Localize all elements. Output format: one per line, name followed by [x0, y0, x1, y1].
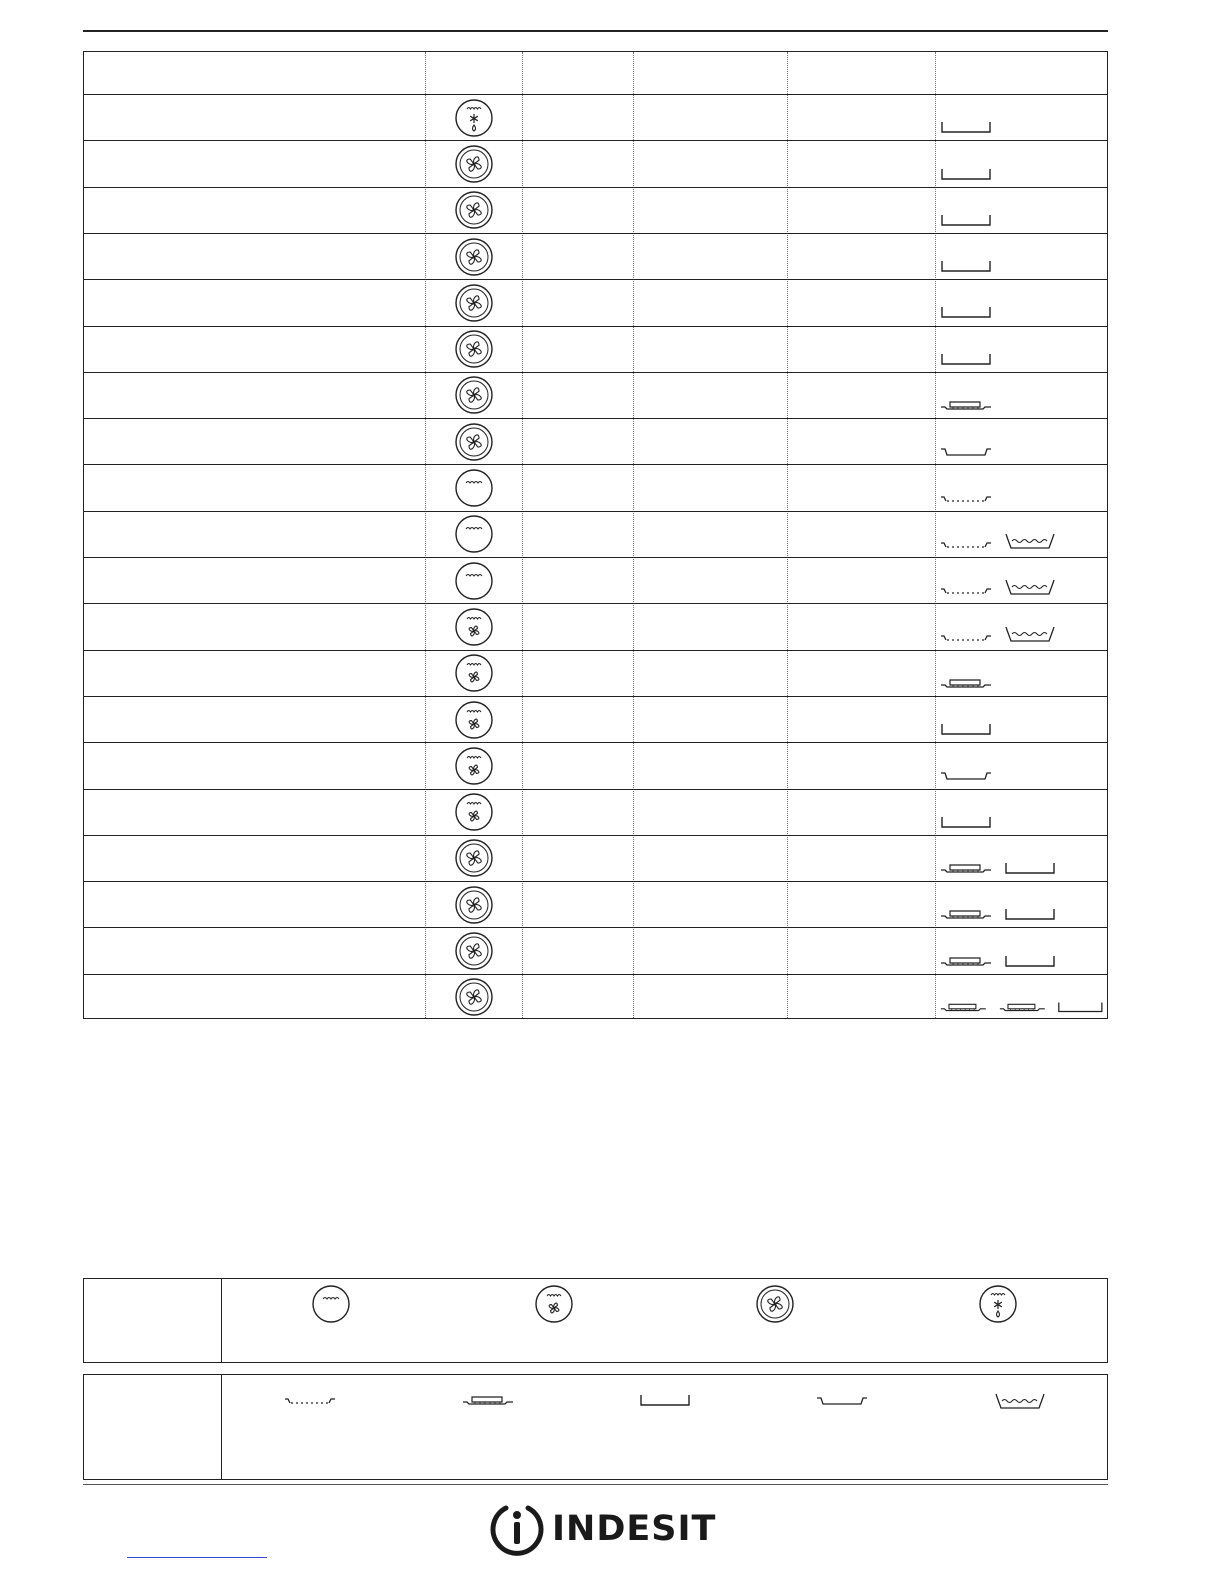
table-row — [84, 464, 1107, 510]
wire-shelf-icon — [940, 491, 992, 505]
defrost-icon — [979, 1285, 1017, 1323]
fan-icon — [455, 145, 493, 183]
mode-cell — [425, 188, 522, 233]
baking-tray-icon — [1057, 1000, 1104, 1014]
functions-legend — [83, 1278, 1108, 1363]
fan-icon — [455, 376, 493, 414]
tray-cell — [940, 234, 1104, 279]
convection-fan-icon — [455, 701, 493, 739]
accessory-legend-water-tray — [980, 1393, 1060, 1411]
table-row — [84, 326, 1107, 372]
baking-tray-icon — [1004, 861, 1056, 875]
baking-tray-icon — [940, 167, 992, 181]
fan-icon — [455, 284, 493, 322]
convection-fan-icon — [455, 654, 493, 692]
mode-cell — [425, 928, 522, 973]
mode-cell — [425, 743, 522, 788]
fan-icon — [455, 423, 493, 461]
table-row — [84, 835, 1107, 881]
table-row — [84, 372, 1107, 418]
tray-cell — [940, 141, 1104, 186]
table-row — [84, 603, 1107, 649]
fan-icon — [455, 978, 493, 1016]
wire-shelf-icon — [940, 630, 992, 644]
function-legend-conventional — [291, 1285, 371, 1323]
cake-tin-rack-icon — [940, 1000, 987, 1014]
cake-tin-rack-icon — [940, 676, 992, 690]
header-recipe — [90, 52, 419, 94]
table-row — [84, 94, 1107, 140]
mode-cell — [425, 141, 522, 186]
cake-tin-rack-icon — [940, 398, 992, 412]
mode-cell — [425, 558, 522, 603]
tray-cell — [940, 882, 1104, 927]
table-row — [84, 881, 1107, 927]
tray-cell — [940, 327, 1104, 372]
accessories-legend-label — [84, 1375, 222, 1479]
recipe-table — [83, 51, 1108, 1019]
top-rule — [83, 30, 1108, 32]
mode-cell — [425, 95, 522, 140]
fan-icon — [455, 932, 493, 970]
wire-shelf-icon — [284, 1393, 336, 1407]
fan-icon — [455, 886, 493, 924]
tray-cell — [940, 697, 1104, 742]
table-row — [84, 696, 1107, 742]
tray-cell — [940, 651, 1104, 696]
brand-name: INDESIT — [552, 1509, 717, 1549]
cake-tin-rack-icon — [940, 907, 992, 921]
cake-tin-rack-icon — [462, 1393, 514, 1407]
table-row — [84, 279, 1107, 325]
tray-cell — [940, 975, 1104, 1020]
tray-cell — [940, 419, 1104, 464]
conventional-icon — [455, 515, 493, 553]
mode-cell — [425, 512, 522, 557]
convection-fan-icon — [535, 1285, 573, 1323]
mode-cell — [425, 975, 522, 1020]
bottom-rule — [83, 1484, 1108, 1485]
header-preheat — [528, 52, 627, 94]
function-legend-fan — [735, 1285, 815, 1323]
convection-fan-icon — [455, 793, 493, 831]
tray-cell — [940, 836, 1104, 881]
table-row — [84, 742, 1107, 788]
tray-cell — [940, 558, 1104, 603]
mode-cell — [425, 419, 522, 464]
mode-cell — [425, 790, 522, 835]
cake-tin-rack-icon — [999, 1000, 1046, 1014]
wire-shelf-icon — [940, 583, 992, 597]
water-tray-icon — [1004, 533, 1056, 551]
header-tray — [941, 52, 1101, 94]
tray-cell — [940, 188, 1104, 233]
tray-cell — [940, 465, 1104, 510]
table-row — [84, 140, 1107, 186]
header-level — [639, 52, 781, 94]
baking-tray-icon — [1004, 907, 1056, 921]
tray-cell — [940, 928, 1104, 973]
baking-tray-icon — [940, 213, 992, 227]
mode-cell — [425, 836, 522, 881]
fan-icon — [756, 1285, 794, 1323]
mode-cell — [425, 604, 522, 649]
baking-tray-icon — [1004, 954, 1056, 968]
fan-icon — [455, 839, 493, 877]
mode-cell — [425, 882, 522, 927]
mode-cell — [425, 465, 522, 510]
accessories-legend — [83, 1374, 1108, 1480]
convection-fan-icon — [455, 608, 493, 646]
conventional-icon — [455, 469, 493, 507]
water-tray-icon — [1004, 626, 1056, 644]
header-temp — [793, 52, 929, 94]
water-tray-icon — [994, 1393, 1046, 1411]
baking-tray-icon — [940, 815, 992, 829]
baking-tray-icon — [940, 120, 992, 134]
baking-tray-icon — [940, 305, 992, 319]
mode-cell — [425, 697, 522, 742]
accessory-legend-drip-tray — [802, 1393, 882, 1407]
indesit-logo-icon — [488, 1500, 546, 1558]
table-row — [84, 650, 1107, 696]
table-row — [84, 187, 1107, 233]
table-row — [84, 511, 1107, 557]
tray-cell — [940, 280, 1104, 325]
accessory-legend-baking-tray — [625, 1393, 705, 1407]
table-row — [84, 789, 1107, 835]
defrost-icon — [455, 99, 493, 137]
drip-tray-icon — [940, 444, 992, 458]
function-legend-convection-fan — [514, 1285, 594, 1323]
cake-tin-rack-icon — [940, 861, 992, 875]
mode-cell — [425, 327, 522, 372]
header-mode — [431, 52, 516, 94]
wire-shelf-icon — [940, 537, 992, 551]
fan-icon — [455, 238, 493, 276]
table-row — [84, 233, 1107, 279]
cake-tin-rack-icon — [940, 954, 992, 968]
baking-tray-icon — [940, 259, 992, 273]
fan-icon — [455, 191, 493, 229]
table-row — [84, 974, 1107, 1020]
tray-cell — [940, 512, 1104, 557]
tray-cell — [940, 743, 1104, 788]
mode-cell — [425, 651, 522, 696]
mode-cell — [425, 373, 522, 418]
drip-tray-icon — [816, 1393, 868, 1407]
functions-legend-label — [84, 1279, 222, 1362]
table-row — [84, 927, 1107, 973]
table-header-row — [84, 52, 1107, 94]
baking-tray-icon — [639, 1393, 691, 1407]
water-tray-icon — [1004, 579, 1056, 597]
table-row — [84, 557, 1107, 603]
convection-fan-icon — [455, 747, 493, 785]
tray-cell — [940, 95, 1104, 140]
mode-cell — [425, 234, 522, 279]
drip-tray-icon — [940, 768, 992, 782]
footer-link-underline[interactable] — [127, 1557, 267, 1558]
baking-tray-icon — [940, 722, 992, 736]
baking-tray-icon — [940, 352, 992, 366]
tray-cell — [940, 790, 1104, 835]
accessory-legend-cake-tin-rack — [448, 1393, 528, 1407]
function-legend-defrost — [958, 1285, 1038, 1323]
fan-icon — [455, 330, 493, 368]
table-row — [84, 418, 1107, 464]
conventional-icon — [312, 1285, 350, 1323]
accessory-legend-wire-shelf — [270, 1393, 350, 1407]
tray-cell — [940, 373, 1104, 418]
indesit-logo — [488, 1500, 716, 1558]
mode-cell — [425, 280, 522, 325]
conventional-icon — [455, 562, 493, 600]
tray-cell — [940, 604, 1104, 649]
